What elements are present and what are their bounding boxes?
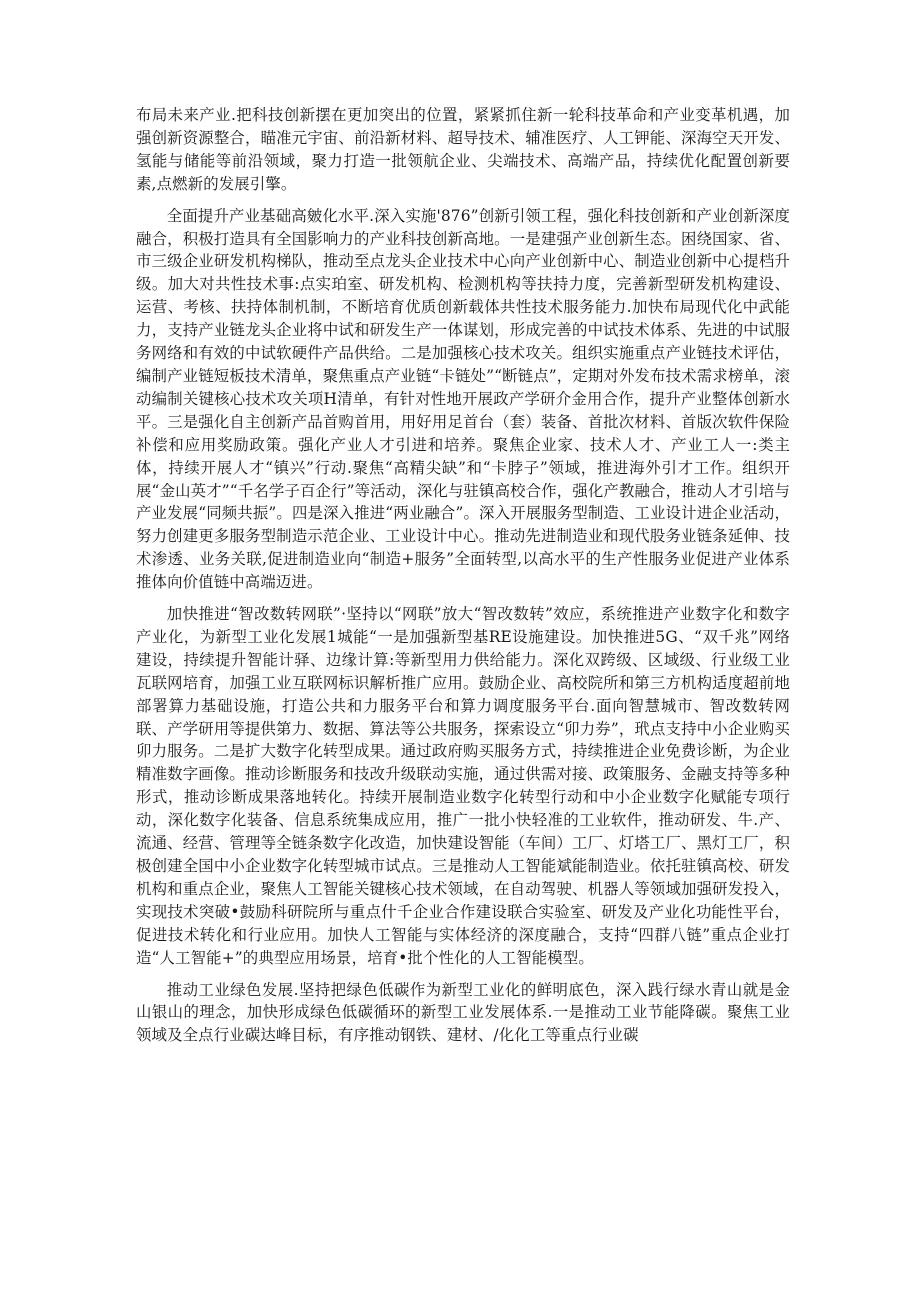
paragraph-green-development: 推动工业绿色发展.坚持把绿色低碳作为新型工业化的鲜明底色，深入践行绿水青山就是金山银山的理念，加快形成绿色低碳循环的新型工业发展体系.一是推动工业节能降碳。聚焦工业领域及全点行业碳达峰目标，有序推动钢铁、建材、/化化工等重点行业碳 [136, 980, 790, 1045]
document-page [136, 104, 790, 1056]
paragraph-digital-transformation: 加快推进“智改数转网联”·坚持以“网联”放大“智改数转”效应，系统推进产业数字化和数字产业化，为新型工业化发展1城能“一是加强新型基RE设施建设。加快推进5G、“双千兆”网络建设，持续提升智能计驿、边缘计算:等新型用力供给能力。深化双跨级、区域级、行业级工业瓦联网培育，加强工业互联网标识解析推广应用。鼓励企业、高校院所和第三方机构适度超前地部署算力基础设施，打造公共和力服务平台和算力调度服务平台.面向智慧城市、智改数转网联、产学研用等提供第力、数据、算法等公共服务，探索设立“卯力券”，玳点支持中小企业购买卯力服务。二是扩大数字化转型成果。通过政府购买服务方式，持续推进企业免费诊断，为企业精准数字画像。推动诊断服务和技改升级联动实施，通过供需对接、政策服务、金融支持等多种形式，推动诊断成果落地转化。持续开展制造业数字化转型行动和中小企业数字化赋能专项行动，深化数字化装备、信息系统集成应用，推广一批小快轻准的工业软件，推动研发、牛.产、流通、经营、管理等全链条数字化改造，加快建设智能（车间）工厂、灯塔工厂、黑灯工厂，积极创建全国中小企业数字化转型城市试点。三是推动人工智能斌能制造业。依托驻镇高校、研发机构和重点企业，聚焦人工智能关键核心技术领域，在自动驾驶、机器人等领域加强研发投入，实现技术突破•鼓励科研院所与重点什千企业合作建设联合实验室、研发及产业化功能性平台，促进技术转化和行业应用。加快人工智能与实体经济的深度融合，支持“四群八链”重点企业打造“人工智能+”的典型应用场景，培育•批个性化的人工智能模型。 [136, 605, 790, 967]
paragraph-future-industries: 布局未来产业.把科技创新摆在更加突出的位置，紧紧抓住新一轮科技革命和产业变革机遇，加强创新资源整合，瞄准元宇宙、前沿新材料、超导技术、辅准医疗、人工钾能、深海空天开发、氢能与储能等前沿领域，聚力打造一批领航企业、尖端技术、高端产品，持续优化配置创新要素,点燃新的发展引擎。 [136, 106, 790, 193]
paragraph-industrial-foundation: 全面提升产业基础高皴化水平.深入实施'876”创新引领工程，强化科技创新和产业创新深度融合，积极打造具有全国影响力的产业科技创新高地。一是建强产业创新生态。困绕国家、省、市三级企业研发机构梯队，推动至点龙头企业技术中心向产业创新中心、制造业创新中心提档升级。加大对共性技术事:点实珀室、研发机构、检测机构等扶持力度，完善新型研发机构建设、运营、考核、扶持体制机制，不断培育优质创新载体共性技术服务能力.加快布局现代化中武能力，支持产业链龙头企业将中试和研发生产一体谋划，形成完善的中试技术体系、先进的中试服务网络和有效的中试软硬件产品供给。二是加强核心技术攻关。组织实施重点产业链技术评估，编制产业链短板技术清单，聚焦重点产业链“卡链处”“断链点”，定期对外发布技术需求榜单，滚动编制关键核心技术攻关项H清单，有针对性地开展政产学研介金用合作，提升产业整体创新水平。三是强化自主创新产品首购首用，用好用足首台（套）装备、首批次材料、首版次软件保险补偿和应用奖励政策。强化产业人才引进和培养。聚焦企业家、技术人才、产业工人一:类主体，持续开展人才“镇兴”行动.聚焦“高精尖缺”和“卡脖子”领域，推进海外引才工作。组织开展“金山英才”“千名学子百企行”等活动，深化与驻镇高校合作，强化产教融合，推动人才引培与产业发展“同频共振”。四是深入推进“两业融合”。深入开展服务型制造、工业设计进企业活动，努力创建更多服务型制造示范企业、工业设计中心。推动先进制造业和现代股务业链条延伸、技术渗透、业务关联,促进制造业向“制造+服务”全面转型,以高水平的生产性服务业促进产业体系推体向价值链中高端迈进。 [136, 206, 790, 592]
